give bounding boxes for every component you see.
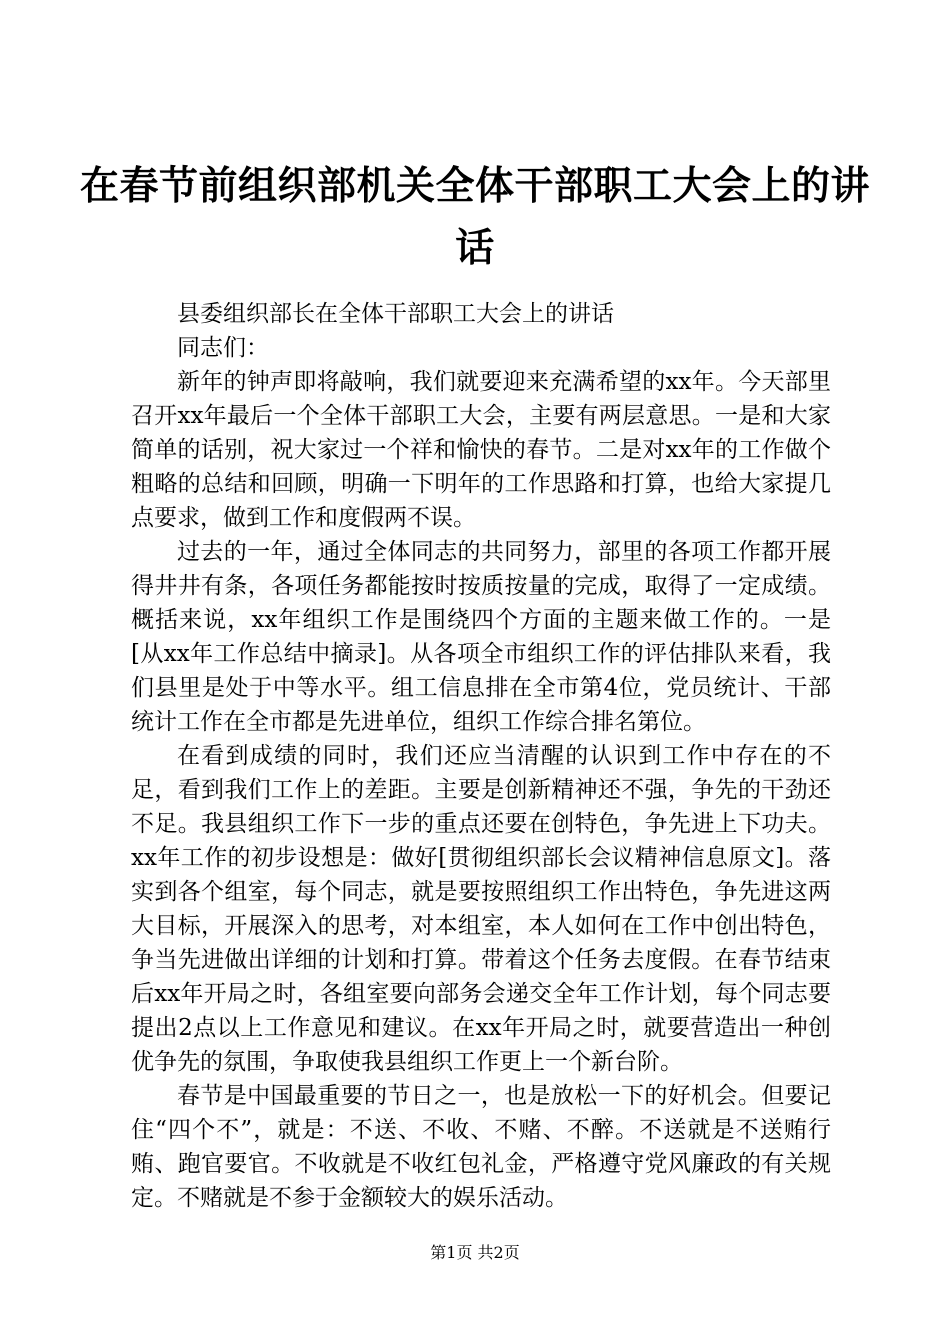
body-paragraph: 过去的一年，通过全体同志的共同努力，部里的各项工作都开展得井井有条，各项任务都能按时按质按量的完成，取得了一定成绩。概括来说，xx年组织工作是围绕四个方面的主题来做工作的。一是[从xx年工作总结中摘录]。从各项全市组织工作的评估排队来看，我们县里是处于中等水平。组工信息排在全市第4位，党员统计、干部统计工作在全市都是先进单位，组织工作综合排名第位。 [131, 539, 831, 735]
title-line-2: 话 [455, 226, 495, 271]
title-line-1: 在春节前组织部机关全体干部职工大会上的讲 [79, 164, 870, 209]
body-paragraph: 新年的钟声即将敲响，我们就要迎来充满希望的xx年。今天部里召开xx年最后一个全体干部职工大会，主要有两层意思。一是和大家简单的话别，祝大家过一个祥和愉快的春节。二是对xx年的工作做个粗略的总结和回顾，明确一下明年的工作思路和打算，也给大家提几点要求，做到工作和度假两不误。 [131, 369, 831, 531]
salutation: 同志们： [177, 335, 269, 361]
speech-subtitle: 县委组织部长在全体干部职工大会上的讲话 [177, 301, 614, 327]
body-paragraph: 在看到成绩的同时，我们还应当清醒的认识到工作中存在的不足，看到我们工作上的差距。主要是创新精神还不强，争先的干劲还不足。我县组织工作下一步的重点还要在创特色，争先进上下功夫。xx年工作的初步设想是：做好[贯彻组织部长会议精神信息原文]。落实到各个组室，每个同志，就是要按照组织工作出特色，争先进这两大目标，开展深入的思考，对本组室，本人如何在工作中创出特色，争当先进做出详细的计划和打算。带着这个任务去度假。在春节结束后xx年开局之时，各组室要向部务会递交全年工作计划，每个同志要提出2点以上工作意见和建议。在xx年开局之时，就要营造出一种创优争先的氛围，争取使我县组织工作更上一个新台阶。 [131, 743, 831, 1075]
page-number-footer: 第1页 共2页 [430, 1243, 520, 1262]
document-title [0, 156, 950, 280]
document-body [131, 297, 831, 1215]
body-paragraph: 春节是中国最重要的节日之一，也是放松一下的好机会。但要记住“四个不”，就是：不送、不收、不赌、不醉。不送就是不送贿行贿、跑官要官。不收就是不收红包礼金，严格遵守党风廉政的有关规定。不赌就是不参于金额较大的娱乐活动。 [131, 1083, 831, 1211]
